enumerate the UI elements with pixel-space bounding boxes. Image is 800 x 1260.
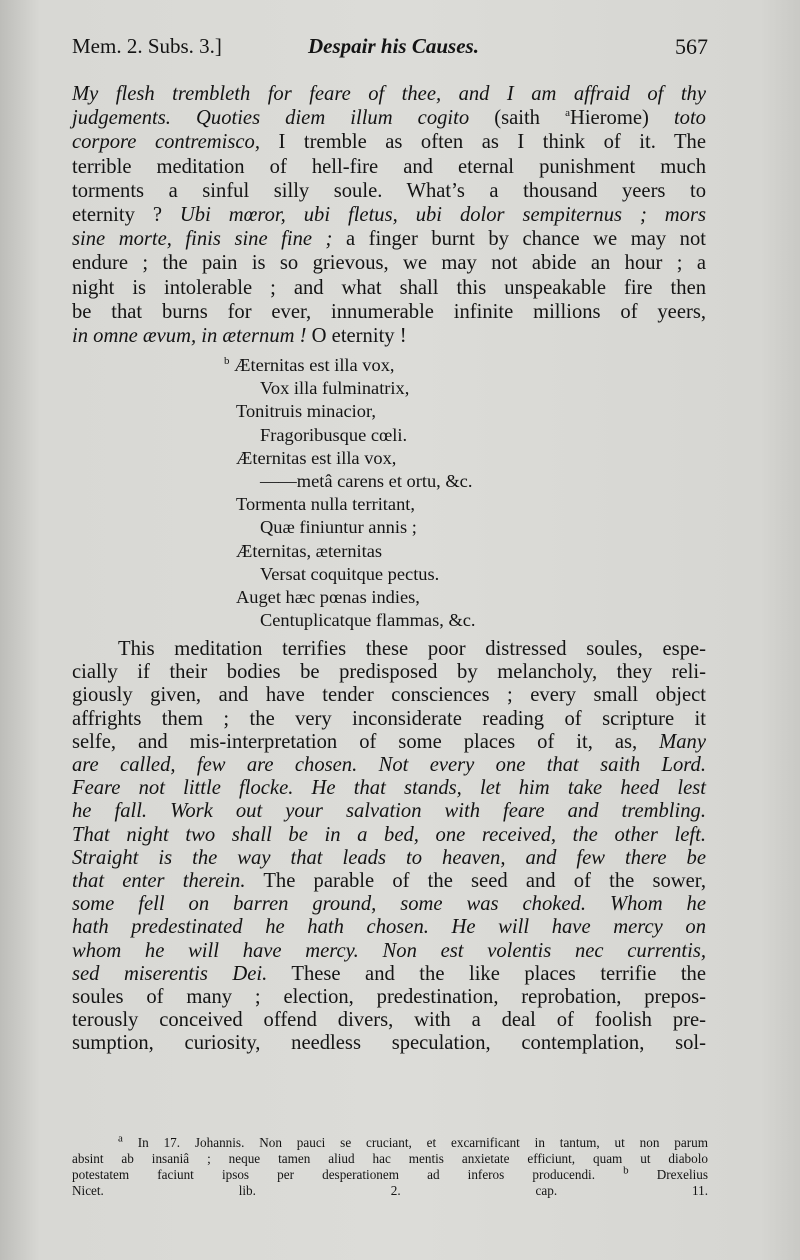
verse-line [236, 470, 636, 493]
text-line [72, 130, 706, 154]
text-run: In 17. Johannis. Non pauci se cruciant, et excarnificant in tantum, ut non parum [122, 1135, 708, 1150]
text-run: torments a sinful silly soule. What’s a thousand yeers to [72, 179, 706, 202]
verse-text: ——metâ carens et ortu, &c. [260, 471, 473, 492]
text-run: cially if their bodies be predisposed by melancholy, they reli- [72, 661, 706, 684]
verse-text: Æternitas, æternitas [236, 540, 383, 561]
text-run: sine morte, finis sine fine ; [72, 228, 333, 251]
text-run: This meditation terrifies these poor distressed soules, espe- [118, 638, 706, 660]
text-line [72, 300, 706, 324]
text-run: terously conceived offend divers, with a deal of foolish pre- [72, 1009, 706, 1032]
text-run: (saith [469, 107, 566, 130]
text-run: potestatem faciunt ipsos per desperationem ad inferos producendi. [72, 1167, 624, 1182]
text-line [72, 777, 706, 800]
text-line [72, 251, 706, 275]
verse-line [236, 424, 636, 447]
text-line [72, 106, 706, 130]
verse-line [236, 377, 636, 400]
footnote-marker: a [118, 1132, 123, 1145]
text-line [72, 847, 706, 870]
text-line [72, 227, 706, 251]
text-run: giously given, and have tender consciences ; every small object [72, 684, 706, 707]
text-run: eternity ? [72, 204, 180, 227]
text-run: Many [659, 730, 706, 753]
verse-line [236, 516, 636, 539]
text-line [72, 179, 706, 203]
text-run: terrible meditation of hell-fire and eternal punishment much [72, 155, 706, 178]
text-run: The parable of the seed and of the sower, [245, 870, 706, 893]
text-run: a finger burnt by chance we may not [332, 228, 706, 251]
text-line [72, 940, 706, 963]
text-line [72, 684, 706, 707]
verse-line [236, 493, 636, 516]
verse-line [224, 354, 636, 377]
text-run: Ubi mœror, ubi fletus, ubi dolor sempiternus ; mors [179, 204, 706, 227]
text-run: selfe, and mis-interpretation of some places of it, as, [72, 730, 660, 753]
running-header [72, 34, 708, 64]
text-run: some fell on barren ground, some was choked. Whom he [72, 893, 706, 916]
text-run: sumption, curiosity, needless speculation, contemplation, sol- [72, 1032, 706, 1055]
footnote-marker: a [565, 107, 570, 120]
text-line [72, 824, 706, 847]
paragraph-meditation [72, 638, 706, 1056]
verse-line [236, 563, 636, 586]
text-line [72, 1151, 708, 1167]
footnote-marker: b [623, 1164, 629, 1177]
latin-verse [224, 354, 636, 632]
text-run: night is intolerable ; and what shall this unspeakable fire then [72, 276, 706, 299]
verse-line [236, 400, 636, 423]
verse-text: Tormenta nulla territant, [236, 494, 415, 515]
text-run: I tremble as often as I think of it. The [259, 131, 706, 154]
text-run: Hierome) [569, 107, 674, 130]
text-line [72, 1164, 708, 1183]
text-line [72, 754, 706, 777]
text-run: That night two shall be in a bed, one received, the other left. [72, 823, 706, 846]
text-run: whom he will have mercy. Non est volentis nec currentis, [72, 939, 706, 962]
text-run: hath predestinated he hath chosen. He will have mercy on [72, 916, 706, 939]
footnotes [72, 1132, 708, 1199]
verse-text: Æternitas est illa vox, [236, 447, 397, 468]
text-line [72, 82, 706, 106]
verse-text: Æternitas est illa vox, [234, 355, 395, 375]
text-run: sed miserentis Dei. [72, 962, 268, 985]
verse-text: Centuplicatque flammas, &c. [260, 610, 476, 631]
text-line [72, 661, 706, 684]
text-line [72, 893, 706, 916]
verse-line [236, 447, 636, 470]
verse-text: Auget hæc pœnas indies, [236, 587, 420, 608]
page-number: 567 [675, 34, 708, 59]
text-run: toto [673, 107, 706, 130]
text-line [72, 870, 706, 893]
text-run: judgements. Quoties diem illum cogito [72, 107, 470, 130]
text-run: These and the like places terrifie the [267, 962, 706, 985]
text-line [72, 708, 706, 731]
header-section-ref: Mem. 2. Subs. 3.] [72, 34, 222, 58]
text-line [72, 916, 706, 939]
verse-text: Versat coquitque pectus. [260, 563, 440, 584]
text-line [72, 155, 706, 179]
text-run: in omne ævum, in æternum ! [72, 325, 307, 348]
text-line [72, 276, 706, 300]
text-run: affrights them ; the very inconsiderate reading of scripture it [72, 707, 706, 730]
paragraph-eternity [72, 82, 706, 348]
verse-line [236, 609, 636, 632]
text-run: he fall. Work out your salvation with feare and trembling. [72, 800, 706, 823]
verse-line [236, 540, 636, 563]
text-run: My flesh trembleth for feare of thee, and I am affraid of thy [72, 83, 706, 105]
text-run: absint ab insaniâ ; neque tamen aliud hac mentis anxietate efficiunt, quam ut diabolo [72, 1151, 708, 1166]
verse-text: Tonitruis minacior, [236, 401, 376, 422]
text-line [72, 986, 706, 1009]
verse-text: Fragoribusque cœli. [260, 424, 408, 445]
verse-text: Quæ finiuntur annis ; [260, 517, 417, 538]
verse-line [236, 586, 636, 609]
text-run: are called, few are chosen. Not every one that saith Lord. [72, 754, 706, 777]
text-line [72, 731, 706, 754]
text-line [72, 963, 706, 986]
header-chapter-title: Despair his Causes. [308, 34, 479, 58]
text-run: that enter therein. [72, 870, 246, 893]
text-run: corpore contremisco, [72, 131, 260, 154]
verse-text: Vox illa fulminatrix, [260, 378, 410, 399]
text-line [72, 1009, 706, 1032]
text-line [72, 800, 706, 823]
text-run: be that burns for ever, innumerable infinite millions of yeers, [72, 300, 706, 323]
text-run: Feare not little flocke. He that stands, let him take heed lest [72, 777, 706, 800]
footnote-marker: b [224, 354, 230, 367]
text-run: endure ; the pain is so grievous, we may not abide an hour ; a [72, 252, 706, 275]
text-run: Nicet. lib. 2. cap. 11. [72, 1183, 708, 1198]
text-run: O eternity ! [306, 325, 407, 348]
text-run: Straight is the way that leads to heaven, and few there be [72, 846, 706, 869]
text-line [72, 324, 706, 348]
text-line [72, 1032, 706, 1055]
text-line [72, 203, 706, 227]
text-line [72, 1132, 708, 1151]
text-line [72, 638, 706, 661]
text-line [72, 1183, 708, 1199]
text-run: Drexelius [628, 1167, 708, 1182]
text-run: soules of many ; election, predestination, reprobation, prepos- [72, 986, 706, 1009]
